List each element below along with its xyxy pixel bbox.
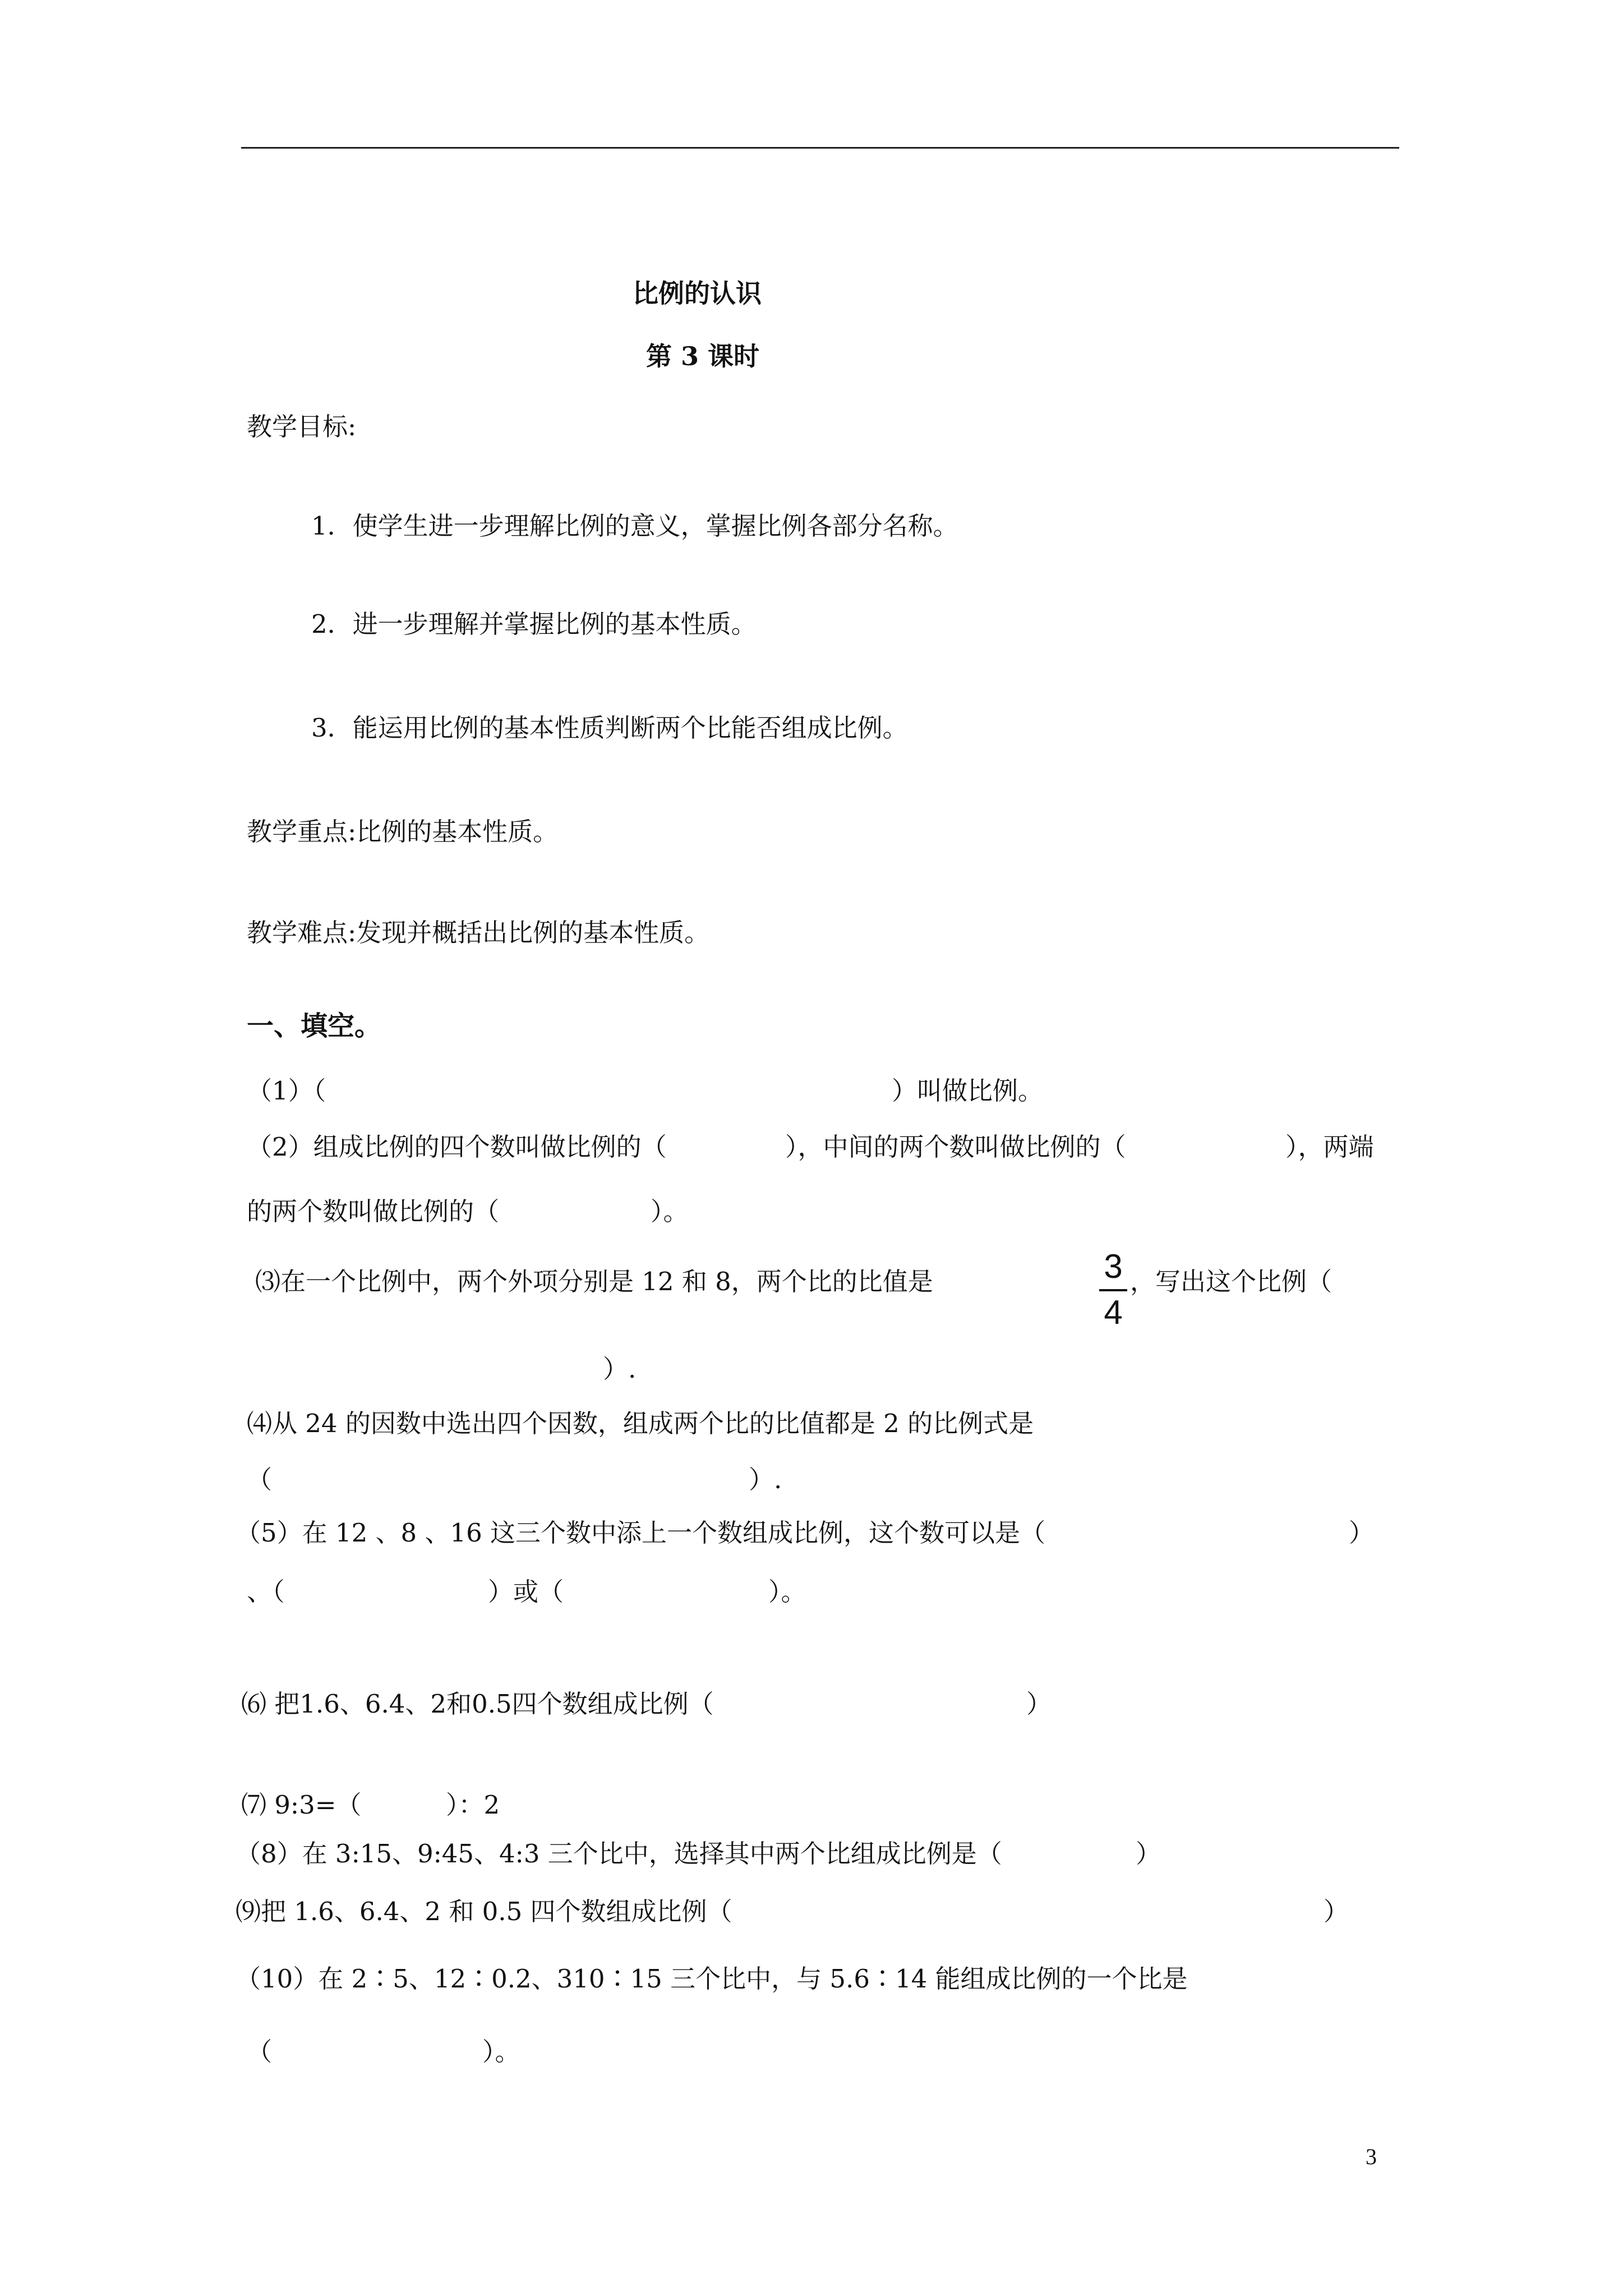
- question-4-text: ⑷从 24 的因数中选出四个因数，组成两个比的比值都是 2 的比例式是: [247, 1409, 1034, 1438]
- fraction-denominator: 4: [1104, 1294, 1123, 1331]
- question-2-text-mid: ），中间的两个数叫做比例的（: [785, 1132, 1126, 1162]
- difficulty: 教学难点:发现并概括出比例的基本性质。: [247, 918, 710, 947]
- page-title: 比例的认识: [633, 278, 762, 309]
- question-2-line2: 的两个数叫做比例的（: [247, 1197, 500, 1226]
- question-2-text: （2）组成比例的四个数叫做比例的（: [247, 1132, 667, 1162]
- question-10-line2: （: [247, 2037, 273, 2067]
- question-1-text-end: ）叫做比例。: [892, 1076, 1044, 1106]
- goal-item: 1．使学生进一步理解比例的意义，掌握比例各部分名称。: [311, 511, 958, 541]
- fraction-bar: [1099, 1289, 1127, 1291]
- goal-item: 2．进一步理解并掌握比例的基本性质。: [311, 609, 757, 639]
- question-3-text-end: ，写出这个比例（: [1130, 1267, 1332, 1296]
- header-rule: [241, 147, 1399, 149]
- question-5-line2-mid: ）或（: [488, 1577, 564, 1607]
- goal-item: 3．能运用比例的基本性质判断两个比能否组成比例。: [311, 713, 908, 743]
- question-7-text-end: ）：2: [446, 1790, 500, 1820]
- page-subtitle: 第 3 课时: [646, 341, 760, 371]
- question-9-text-end: ）: [1324, 1897, 1349, 1926]
- goals-heading: 教学目标:: [247, 412, 357, 441]
- question-2-line2-end: ）。: [651, 1197, 689, 1226]
- fraction-numerator: 3: [1104, 1248, 1123, 1285]
- question-7-text: ⑺ 9:3=（: [241, 1790, 362, 1820]
- key-point: 教学重点:比例的基本性质。: [247, 817, 559, 846]
- question-5-text: （5）在 12 、8 、16 这三个数中添上一个数组成比例，这个数可以是（: [236, 1518, 1046, 1548]
- question-10-text: （10）在 2∶5、12∶0.2、310∶15 三个比中，与 5.6∶14 能组成比例的一个比是: [236, 1964, 1188, 1994]
- question-3-text: ⑶在一个比例中，两个外项分别是 12 和 8，两个比的比值是: [255, 1267, 933, 1296]
- question-8-text-end: ）: [1136, 1839, 1161, 1869]
- question-8-text: （8）在 3:15、9:45、4:3 三个比中，选择其中两个比组成比例是（: [236, 1839, 1002, 1869]
- question-9-text: ⑼把 1.6、6.4、2 和 0.5 四个数组成比例（: [236, 1897, 732, 1926]
- fraction-three-quarters: [1099, 1250, 1127, 1329]
- question-3-line2: ）.: [603, 1354, 637, 1384]
- question-4-line2-end: ）.: [749, 1465, 782, 1494]
- question-2-text-end: ），两端: [1285, 1132, 1374, 1162]
- question-10-line2-end: ）。: [482, 2037, 520, 2067]
- question-5-line2: 、（: [247, 1577, 285, 1607]
- question-1-text: （1）（: [247, 1076, 326, 1106]
- question-6-text: ⑹ 把1.6、6.4、2和0.5四个数组成比例（: [241, 1689, 714, 1719]
- question-6-text-end: ）: [1026, 1689, 1052, 1719]
- question-5-line2-end: ）。: [768, 1577, 806, 1607]
- question-4-line2: （: [247, 1465, 273, 1494]
- section-heading: 一、填空。: [247, 1010, 382, 1042]
- question-5-text-end: ）: [1349, 1518, 1375, 1548]
- page-number: 3: [1366, 2144, 1377, 2169]
